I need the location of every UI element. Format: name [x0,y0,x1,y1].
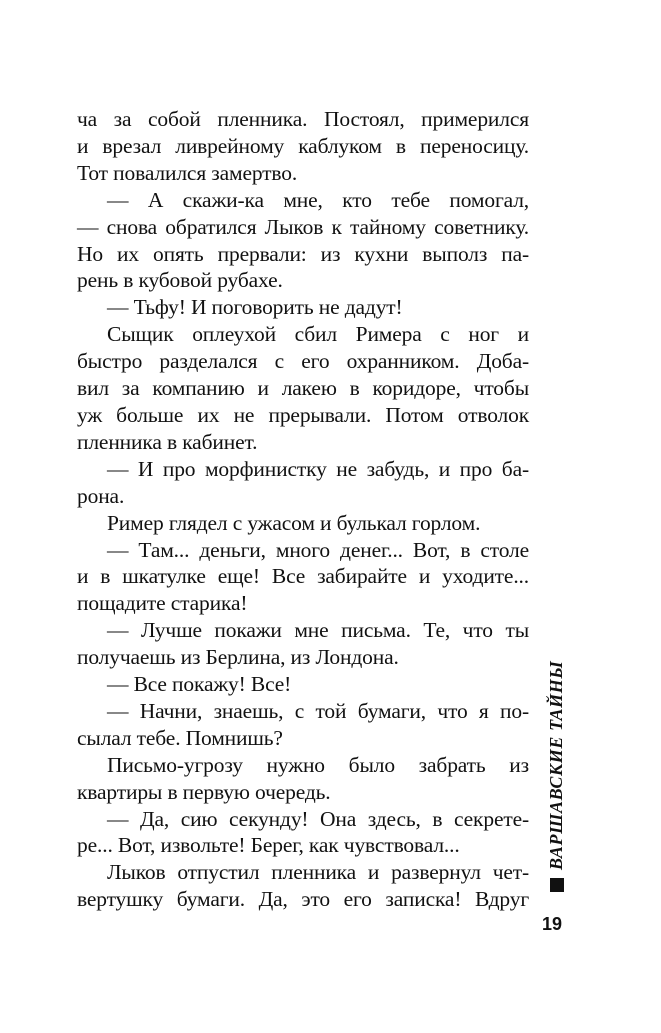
body-text [77,106,529,913]
text-line: и в шкатулке еще! Все забирайте и уходите... [77,564,529,589]
text-line: получаешь из Берлина, из Лондона. [77,645,399,670]
text-line: — Да, сию секунду! Она здесь, в секрете- [107,806,529,831]
text-line: быстро разделался с его охранником. Доба- [77,349,529,374]
text-line: Письмо-угрозу нужно было забрать из [107,752,529,777]
text-line: — А скажи-ка мне, кто тебе помогал, [107,187,529,212]
text-line: уж больше их не прерывали. Потом отволок [77,402,529,427]
text-line: — Все покажу! Все! [107,672,292,697]
text-line: — Начни, знаешь, с той бумаги, что я по- [107,698,529,723]
page-number: 19 [542,914,563,934]
text-line: ча за собой пленника. Постоял, примерился [77,107,529,131]
text-line: пощадите старика! [77,591,248,616]
text-line: пленника в кабинет. [77,429,258,454]
text-line: рень в кубовой рубахе. [77,268,283,293]
bullet-square-icon [550,878,564,892]
text-line: рона. [77,483,125,508]
text-line: — Тьфу! И поговорить не дадут! [107,295,403,320]
text-line: ре... Вот, извольте! Берег, как чувствовал... [77,833,460,858]
text-line: Тот повалился замертво. [77,160,298,185]
text-line: — Лучше покажи мне письма. Те, что ты [107,618,529,643]
text-line: сылал тебе. Помнишь? [77,725,283,750]
text-line: — Там... деньги, много денег... Вот, в столе [107,537,529,562]
text-line: Ример глядел с ужасом и булькал горлом. [107,510,481,535]
text-line: — снова обратился Лыков к тайному советнику. [77,214,529,239]
text-line: и врезал ливрейному каблуком в переносицу. [77,133,529,158]
text-line: Сыщик оплеухой сбил Римера с ног и [107,322,529,347]
text-line: Но их опять прервали: из кухни выполз па- [77,241,529,266]
running-header [544,660,572,894]
text-line: квартиры в первую очередь. [77,779,331,804]
text-line: вил за компанию и лакею в коридоре, чтобы [77,376,529,401]
text-line: Лыков отпустил пленника и развернул чет- [107,860,529,885]
text-line: вертушку бумаги. Да, это его записка! Вдруг [77,887,529,912]
running-header-title: ВАРШАВСКИЕ ТАЙНЫ [546,660,566,870]
text-line: — И про морфинистку не забудь, и про ба- [107,456,529,481]
